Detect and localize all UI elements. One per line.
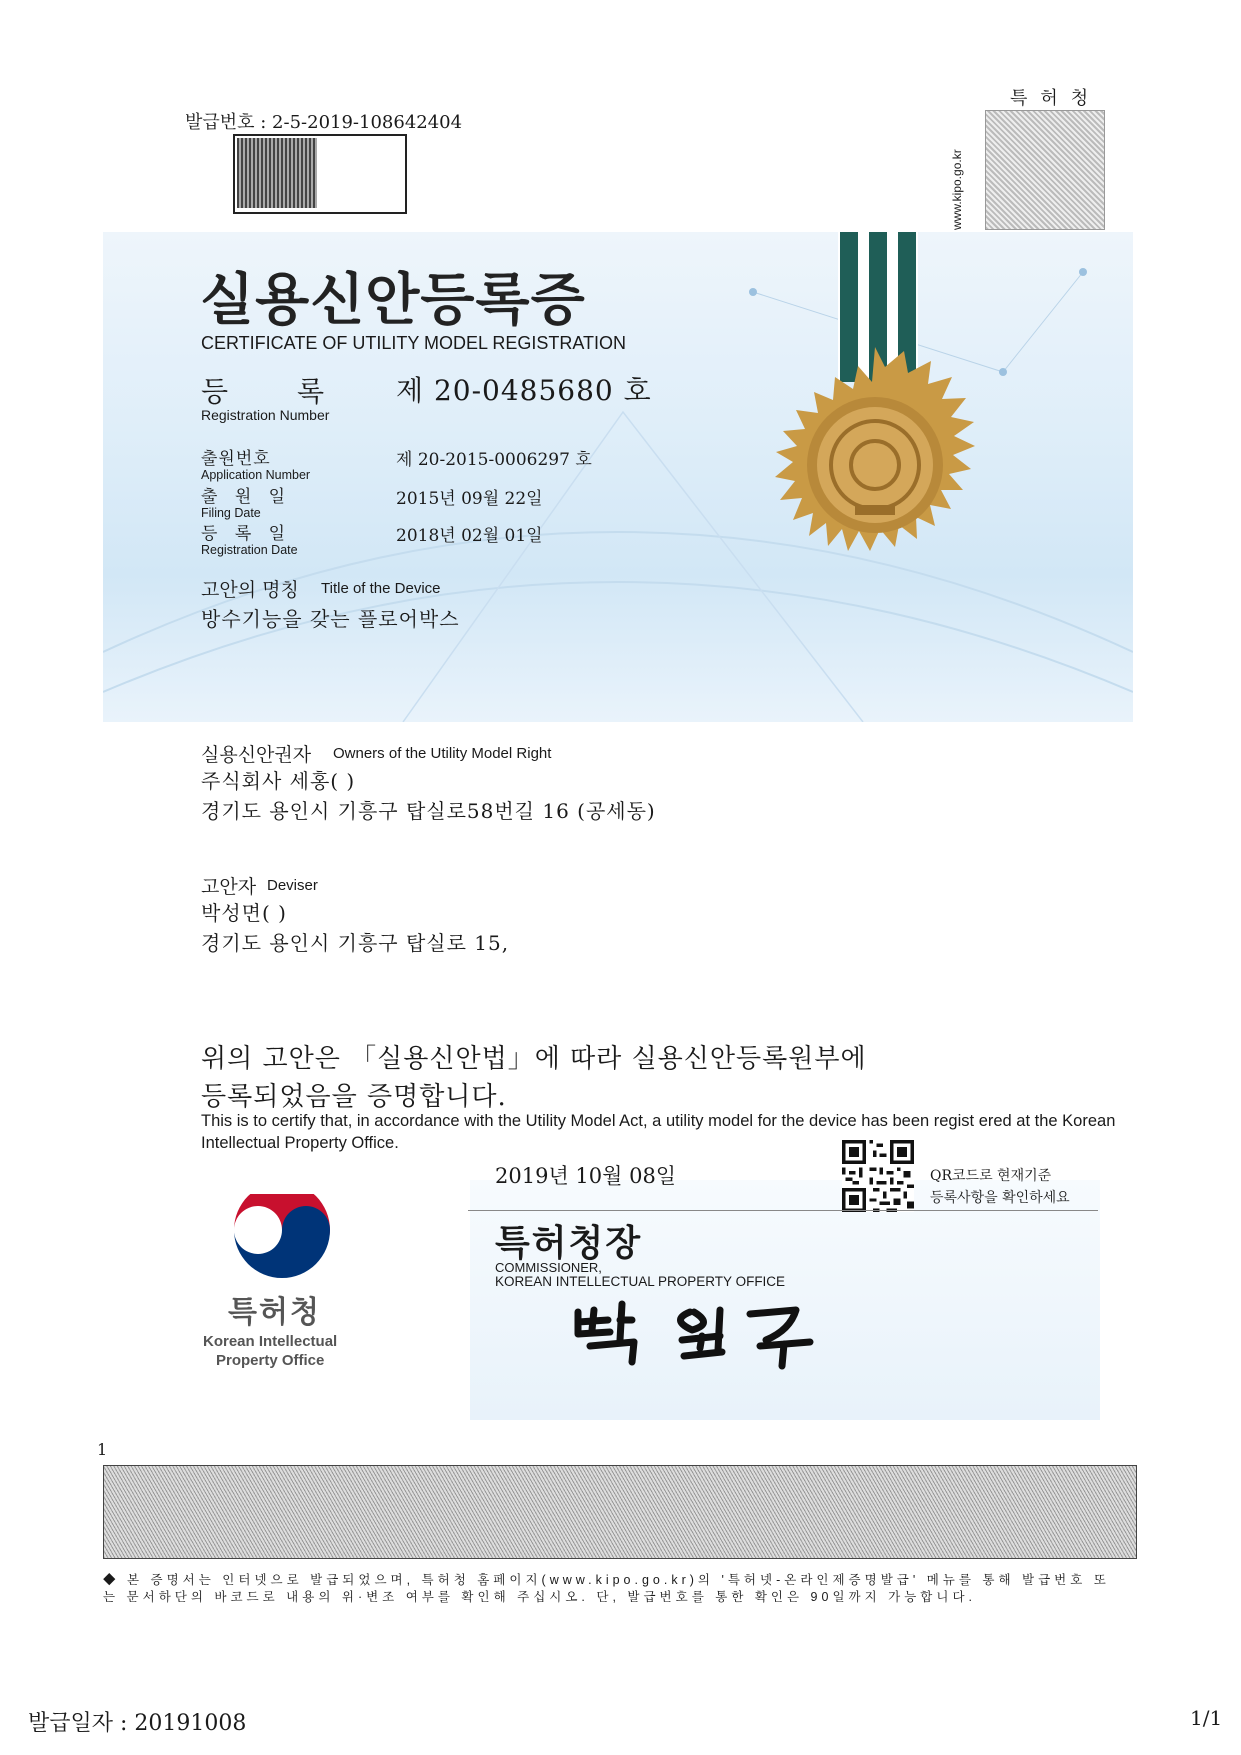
issue-date: 2019년 10월 08일 (495, 1164, 677, 1188)
application-label-ko: 출원번호 (201, 449, 271, 469)
gold-seal-icon (755, 345, 995, 585)
certification-line-2: 등록되었음을 증명합니다. (201, 1082, 507, 1112)
divider (468, 1210, 1098, 1211)
qr-note-line-1: QR코드로 현재기준 (930, 1168, 1052, 1184)
registration-date-label-ko: 등 록 일 (201, 524, 292, 544)
deviser-label-ko: 고안자 (201, 876, 257, 898)
application-label-en: Application Number (201, 468, 311, 482)
commissioner-title-en-2: KOREAN INTELLECTUAL PROPERTY OFFICE (495, 1274, 786, 1289)
owner-address: 경기도 용인시 기흥구 탑실로58번길 16 (공세동) (201, 799, 656, 823)
certification-statement-en: This is to certify that, in accordance with the Utility Model Act, a utility model for the device has been regist ered at the Korean Intellectual Property Office. (201, 1112, 1116, 1152)
registration-date-label-en: Registration Date (201, 543, 298, 557)
commissioner-title-en-1: COMMISSIONER, (495, 1260, 602, 1275)
logo-text-ko: 특허청 (228, 1295, 321, 1330)
page-marker: 1 (97, 1440, 108, 1459)
deviser-address: 경기도 용인시 기흥구 탑실로 15, (201, 931, 510, 955)
certification-line-1: 위의 고안은 「실용신안법」에 따라 실용신안등록원부에 (201, 1044, 867, 1074)
page-count: 1/1 (1190, 1706, 1223, 1730)
qr-note-line-2: 등록사항을 확인하세요 (930, 1190, 1070, 1206)
deviser-label-en: Deviser (267, 877, 318, 894)
bottom-2d-barcode-icon (103, 1465, 1137, 1559)
application-number: 제 20-2015-0006297 호 (396, 450, 592, 470)
registration-date: 2018년 02월 01일 (396, 526, 543, 546)
taegeuk-logo-icon (222, 1172, 342, 1282)
deviser-name: 박성면( ) (201, 901, 287, 925)
logo-text-en-1: Korean Intellectual (203, 1333, 338, 1350)
certificate-title-en: CERTIFICATE OF UTILITY MODEL REGISTRATION (201, 333, 627, 353)
issue-date-footer: 발급일자 : 20191008 (28, 1711, 247, 1736)
device-title-label-en: Title of the Device (321, 580, 441, 597)
commissioner-title-ko: 특허청장 (495, 1223, 643, 1264)
qr-code-icon (842, 1140, 914, 1212)
logo-text-en-2: Property Office (216, 1352, 325, 1369)
registration-label-en: Registration Number (201, 407, 330, 423)
filing-label-en: Filing Date (201, 506, 261, 520)
kipo-seal-icon (985, 110, 1105, 230)
filing-date: 2015년 09월 22일 (396, 489, 543, 509)
barcode-icon (237, 138, 317, 208)
issue-number: 발급번호 : 2-5-2019-108642404 (185, 112, 463, 133)
owners-label-ko: 실용신안권자 (201, 744, 312, 766)
device-title: 방수기능을 갖는 플로어박스 (201, 607, 460, 631)
filing-label-ko: 출 원 일 (201, 487, 292, 507)
signature (570, 1290, 830, 1370)
certificate-title-ko: 실용신안등록증 (200, 268, 586, 333)
owners-label-en: Owners of the Utility Model Right (333, 745, 552, 762)
registration-label-ko: 등 록 (201, 375, 354, 408)
owner-name: 주식회사 세홍( ) (201, 769, 356, 793)
verification-notice: ◆ 본 증명서는 인터넷으로 발급되었으며, 특허청 홈페이지(www.kipo.go.kr)의 '특허넷-온라인제증명발급' 메뉴를 통해 발급번호 또는 문서하단의 바코드로 내용의 위·변조 여부를 확인해 주십시오. 단, 발급번호를 통한 확인은 90일까지 가능합니다. (103, 1573, 1110, 1604)
registration-number: 제 20-0485680 호 (396, 374, 652, 407)
device-title-label-ko: 고안의 명칭 (201, 579, 299, 601)
kipo-seal-label: 특 허 청 (1010, 88, 1093, 108)
qr-note (930, 1165, 1070, 1209)
certification-statement-ko (201, 1040, 1101, 1116)
kipo-url: www.kipo.go.kr (950, 149, 964, 230)
